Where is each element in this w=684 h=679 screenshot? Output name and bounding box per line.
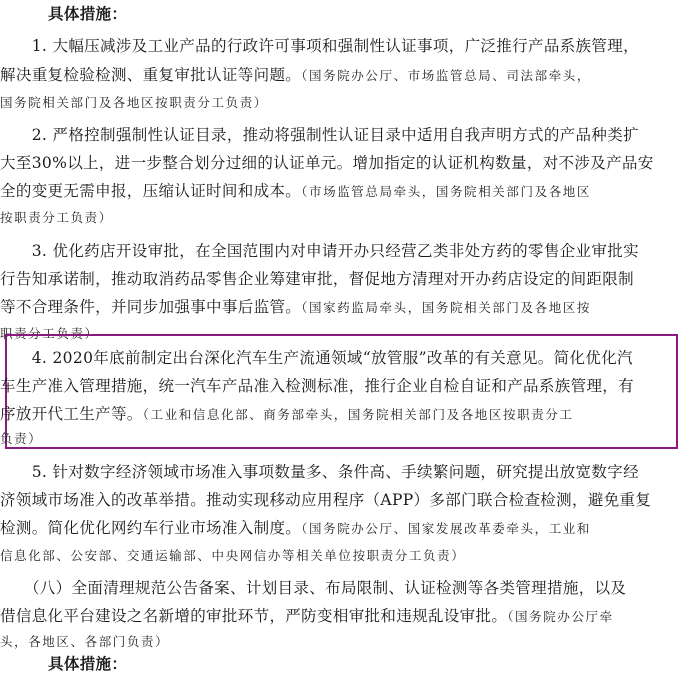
item-8-line-1: （八）全面清理规范公告备案、计划目录、布局限制、认证检测等各类管理措施，以及: [0, 579, 627, 597]
item-8-line-3: 头，各地区、各部门负责）: [0, 634, 170, 649]
item-3-line-1: 3. 优化药店开设审批，在全国范围内对申请开办只经营乙类非处方药的零售企业审批实: [0, 242, 639, 260]
section-heading-bottom: 具体措施：: [48, 654, 128, 673]
item-1-line-1: 1. 大幅压减涉及工业产品的行政许可事项和强制性认证事项，广泛推行产品系族管理，: [0, 37, 639, 55]
item-1-line-3: 国务院相关部门及各地区按职责分工负责）: [0, 95, 268, 110]
item-4-responsibility-note: （工业和信息化部、商务部牵头，国务院相关部门及各地区按职责分工: [142, 407, 574, 422]
item-4-line-1: 4. 2020年底前制定出台深化汽车生产流通领域“放管服”改革的有关意见。简化优化汽: [0, 349, 633, 367]
item-4-text: 序放开代工生产等。: [0, 405, 143, 423]
item-2-line-1: 2. 严格控制强制性认证目录，推动将强制性认证目录中适用自我声明方式的产品种类扩: [0, 126, 639, 144]
item-2-line-3: [0, 179, 684, 204]
item-5-line-3: [0, 516, 684, 541]
item-3-line-2: 行告知承诺制，推动取消药品零售企业筹建审批，督促地方清理对开办药店设定的间距限制: [0, 270, 635, 288]
item-3-text: 等不合理条件，并同步加强事中事后监管。: [0, 298, 302, 316]
item-8-line-2: [0, 604, 684, 629]
item-5-responsibility-note: （国务院办公厅、国家发展改革委牵头，工业和: [301, 521, 592, 536]
item-5-line-4: 信息化部、公安部、交通运输部、中央网信办等相关单位按职责分工负责）: [0, 548, 466, 563]
item-3-responsibility-note: （国家药监局牵头，国务院相关部门及各地区按: [301, 300, 592, 315]
item-1-responsibility-note: （国务院办公厅、市场监管总局、司法部牵头，: [301, 68, 592, 83]
item-3-line-4: 职责分工负责）: [0, 326, 99, 341]
item-8-text: 借信息化平台建设之名新增的审批环节，严防变相审批和违规乱设审批。: [0, 607, 508, 625]
section-heading: 具体措施：: [48, 4, 128, 23]
item-4-line-3: [0, 402, 684, 427]
item-2-responsibility-note: （市场监管总局牵头，国务院相关部门及各地区: [301, 184, 592, 199]
item-5-line-2: 济领域市场准入的改革举措。推动实现移动应用程序（APP）多部门联合检查检测，避免重复: [0, 491, 652, 509]
item-8-responsibility-note: （国务院办公厅牵: [507, 609, 614, 624]
item-4-line-4: 负责）: [0, 431, 43, 446]
item-2-line-2: 大至30%以上，进一步整合划分过细的认证单元。增加指定的认证机构数量，对不涉及产品安: [0, 154, 654, 172]
item-3-line-3: [0, 295, 684, 320]
item-1-line-2: [0, 63, 684, 88]
item-4-line-2: 车生产准入管理措施，统一汽车产品准入检测标准，推行企业自检自证和产品系族管理，有: [0, 377, 635, 395]
item-5-line-1: 5. 针对数字经济领域市场准入事项数量多、条件高、手续繁问题，研究提出放宽数字经: [0, 463, 639, 481]
item-5-text: 检测。简化优化网约车行业市场准入制度。: [0, 519, 302, 537]
item-2-line-4: 按职责分工负责）: [0, 210, 113, 225]
item-2-text: 全的变更无需申报，压缩认证时间和成本。: [0, 182, 302, 200]
item-1-text: 解决重复检验检测、重复审批认证等问题。: [0, 66, 302, 84]
